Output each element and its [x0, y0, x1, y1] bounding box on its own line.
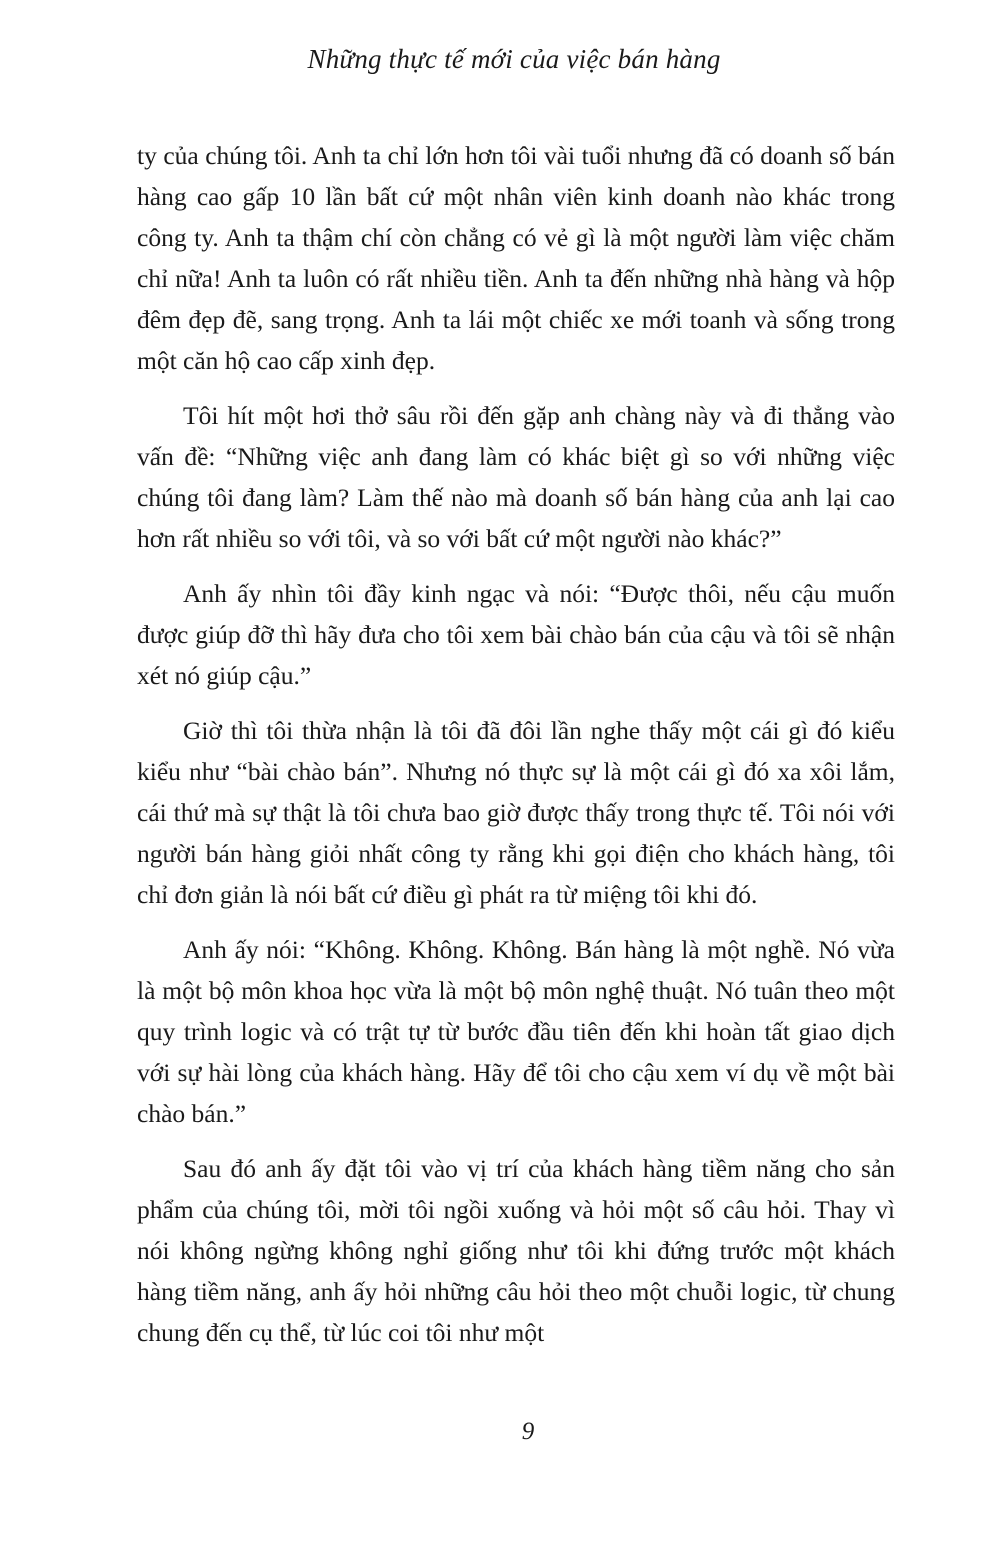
paragraph-5: Anh ấy nói: “Không. Không. Không. Bán hàng là một nghề. Nó vừa là một bộ môn khoa học vừa là một bộ môn nghệ thuật. Nó tuân theo một quy trình logic và có trật tự từ bước đầu tiên đến khi hoàn tất giao dịch với sự hài lòng của khách hàng. Hãy để tôi cho cậu xem ví dụ về một bài chào bán.” [137, 935, 895, 1128]
page-body [137, 135, 895, 1367]
paragraph-6: Sau đó anh ấy đặt tôi vào vị trí của khách hàng tiềm năng cho sản phẩm của chúng tôi, mời tôi ngồi xuống và hỏi một số câu hỏi. Thay vì nói không ngừng không nghỉ giống như tôi khi đứng trước một khách hàng tiềm năng, anh ấy hỏi những câu hỏi theo một chuỗi logic, từ chung chung đến cụ thể, từ lúc coi tôi như một [137, 1154, 895, 1347]
running-header [0, 44, 1000, 75]
page-footer [0, 1418, 1000, 1446]
page-number: 9 [521, 1418, 535, 1445]
paragraph-4: Giờ thì tôi thừa nhận là tôi đã đôi lần nghe thấy một cái gì đó kiểu kiểu như “bài chào bán”. Nhưng nó thực sự là một cái gì đó xa xôi lắm, cái thứ mà sự thật là tôi chưa bao giờ được thấy trong thực tế. Tôi nói với người bán hàng giỏi nhất công ty rằng khi gọi điện cho khách hàng, tôi chỉ đơn giản là nói bất cứ điều gì phát ra từ miệng tôi khi đó. [137, 716, 895, 909]
paragraph-1: ty của chúng tôi. Anh ta chỉ lớn hơn tôi vài tuổi nhưng đã có doanh số bán hàng cao gấp 10 lần bất cứ một nhân viên kinh doanh nào khác trong công ty. Anh ta thậm chí còn chẳng có vẻ gì là một người làm việc chăm chỉ nữa! Anh ta luôn có rất nhiều tiền. Anh ta đến những nhà hàng và hộp đêm đẹp đẽ, sang trọng. Anh ta lái một chiếc xe mới toanh và sống trong một căn hộ cao cấp xinh đẹp. [137, 141, 895, 375]
paragraph-3: Anh ấy nhìn tôi đầy kinh ngạc và nói: “Được thôi, nếu cậu muốn được giúp đỡ thì hãy đưa cho tôi xem bài chào bán của cậu và tôi sẽ nhận xét nó giúp cậu.” [137, 579, 895, 690]
running-title: Những thực tế mới của việc bán hàng [307, 44, 721, 74]
paragraph-2: Tôi hít một hơi thở sâu rồi đến gặp anh chàng này và đi thẳng vào vấn đề: “Những việc anh đang làm có khác biệt gì so với những việc chúng tôi đang làm? Làm thế nào mà doanh số bán hàng của anh lại cao hơn rất nhiều so với tôi, và so với bất cứ một người nào khác?” [137, 401, 895, 553]
